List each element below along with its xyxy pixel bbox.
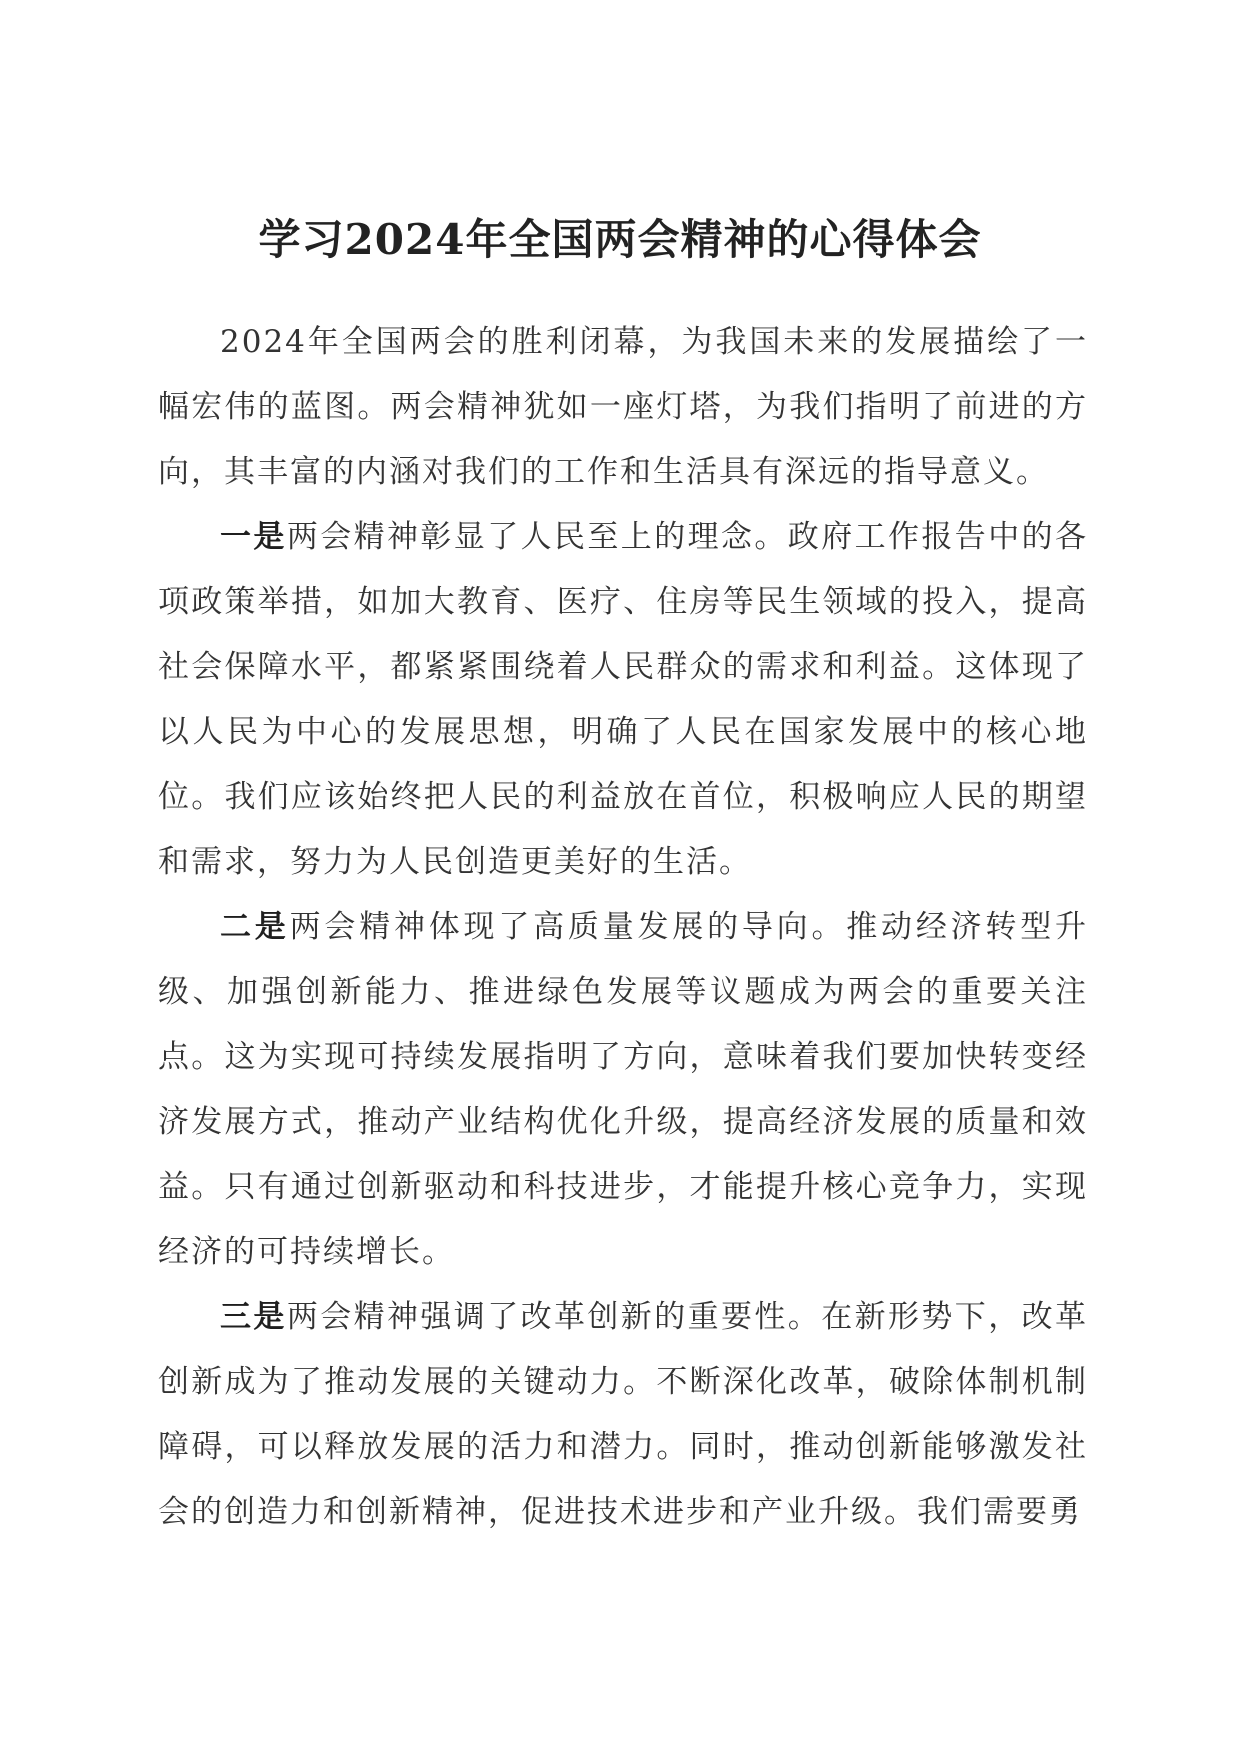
paragraph-text: 两会精神强调了改革创新的重要性。在新形势下，改革创新成为了推动发展的关键动力。不断深化改革，破除体制机制障碍，可以释放发展的活力和潜力。同时，推动创新能够激发社会的创造力和创新精神，促进技术进步和产业升级。我们需要勇 [158, 1299, 1089, 1530]
paragraph-lead: 三是 [220, 1299, 287, 1335]
paragraph-text: 2024年全国两会的胜利闭幕，为我国未来的发展描绘了一幅宏伟的蓝图。两会精神犹如一座灯塔，为我们指明了前进的方向，其丰富的内涵对我们的工作和生活具有深远的指导意义。 [158, 324, 1088, 490]
paragraph-point-2 [158, 895, 1088, 1285]
paragraph-text: 两会精神彰显了人民至上的理念。政府工作报告中的各项政策举措，如加大教育、医疗、住房等民生领域的投入，提高社会保障水平，都紧紧围绕着人民群众的需求和利益。这体现了以人民为中心的发展思想，明确了人民在国家发展中的核心地位。我们应该始终把人民的利益放在首位，积极响应人民的期望和需求，努力为人民创造更美好的生活。 [158, 519, 1089, 880]
paragraph-point-1 [158, 505, 1088, 895]
paragraph-point-3 [158, 1285, 1088, 1545]
paragraph-lead: 二是 [220, 909, 290, 945]
paragraph-intro [158, 310, 1088, 505]
paragraph-text: 两会精神体现了高质量发展的导向。推动经济转型升级、加强创新能力、推进绿色发展等议题成为两会的重要关注点。这为实现可持续发展指明了方向，意味着我们要加快转变经济发展方式，推动产业结构优化升级，提高经济发展的质量和效益。只有通过创新驱动和科技进步，才能提升核心竞争力，实现经济的可持续增长。 [158, 909, 1089, 1270]
document-title: 学习2024年全国两会精神的心得体会 [258, 215, 982, 264]
paragraph-lead: 一是 [220, 519, 287, 555]
document-body [158, 310, 1088, 1545]
